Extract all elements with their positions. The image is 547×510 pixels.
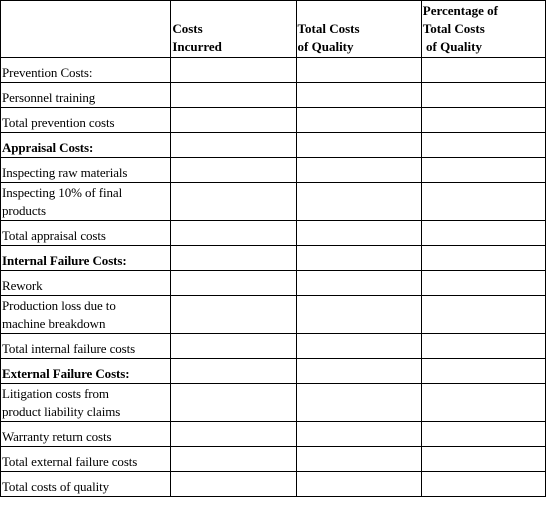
percentage-cell[interactable] [421,422,545,447]
header-cell-percentage [421,1,545,58]
row-label-cell [1,271,171,296]
header-text: Total Costs [422,21,485,36]
percentage-cell[interactable] [421,221,545,246]
row-label-cell [1,447,171,472]
row-label: Prevention Costs: [2,65,93,80]
total-costs-of-quality-cell[interactable] [296,384,421,422]
costs-incurred-cell[interactable] [171,108,296,133]
total-costs-of-quality-cell[interactable] [296,246,421,271]
row-label: External Failure Costs: [2,366,130,381]
header-row [1,1,546,58]
percentage-cell[interactable] [421,58,545,83]
header-text: Incurred [172,39,222,54]
costs-incurred-cell[interactable] [171,58,296,83]
table-row [1,472,546,497]
row-label-cell [1,246,171,271]
row-label: Personnel training [2,90,96,105]
row-label-cell [1,58,171,83]
total-costs-of-quality-cell[interactable] [296,158,421,183]
total-costs-of-quality-cell[interactable] [296,359,421,384]
row-label-cell [1,221,171,246]
header-text: Total Costs [297,21,360,36]
row-label: Litigation costs from [2,386,109,401]
total-costs-of-quality-cell[interactable] [296,58,421,83]
percentage-cell[interactable] [421,83,545,108]
header-cell-costs-incurred [171,1,296,58]
total-costs-of-quality-cell[interactable] [296,183,421,221]
total-costs-of-quality-cell[interactable] [296,472,421,497]
row-label: Total prevention costs [2,115,115,130]
costs-incurred-cell[interactable] [171,296,296,334]
table-row [1,246,546,271]
costs-incurred-cell[interactable] [171,183,296,221]
table-row [1,384,546,422]
row-label-cell [1,183,171,221]
percentage-cell[interactable] [421,447,545,472]
total-costs-of-quality-cell[interactable] [296,133,421,158]
row-label: Total internal failure costs [2,341,136,356]
row-label-cell [1,334,171,359]
total-costs-of-quality-cell[interactable] [296,83,421,108]
table-row [1,296,546,334]
row-label-cell [1,108,171,133]
row-label-cell [1,384,171,422]
header-text: Percentage of [422,3,498,18]
header-text: Costs [172,21,203,36]
percentage-cell[interactable] [421,271,545,296]
row-label: Total external failure costs [2,454,138,469]
row-label-cell [1,472,171,497]
percentage-cell[interactable] [421,359,545,384]
percentage-cell[interactable] [421,472,545,497]
costs-incurred-cell[interactable] [171,158,296,183]
table-row [1,359,546,384]
percentage-cell[interactable] [421,133,545,158]
costs-incurred-cell[interactable] [171,384,296,422]
table-row [1,334,546,359]
total-costs-of-quality-cell[interactable] [296,108,421,133]
row-label: products [2,203,46,218]
total-costs-of-quality-cell[interactable] [296,447,421,472]
row-label-cell [1,296,171,334]
percentage-cell[interactable] [421,158,545,183]
header-cell-label [1,1,171,58]
header-text: of Quality [422,39,482,54]
table-row [1,271,546,296]
costs-incurred-cell[interactable] [171,246,296,271]
row-label-cell [1,422,171,447]
table-body [1,58,546,497]
total-costs-of-quality-cell[interactable] [296,271,421,296]
table-row [1,183,546,221]
row-label-cell [1,359,171,384]
row-label: Warranty return costs [2,429,112,444]
table-row [1,221,546,246]
costs-incurred-cell[interactable] [171,334,296,359]
row-label: Total costs of quality [2,479,110,494]
row-label: product liability claims [2,404,121,419]
total-costs-of-quality-cell[interactable] [296,334,421,359]
percentage-cell[interactable] [421,246,545,271]
costs-incurred-cell[interactable] [171,422,296,447]
table-row [1,158,546,183]
row-label: Inspecting 10% of final [2,185,123,200]
table-row [1,108,546,133]
table-row [1,58,546,83]
percentage-cell[interactable] [421,334,545,359]
row-label: Production loss due to [2,298,116,313]
row-label: Rework [2,278,43,293]
row-label: Inspecting raw materials [2,165,128,180]
table-row [1,83,546,108]
percentage-cell[interactable] [421,183,545,221]
table-row [1,422,546,447]
costs-incurred-cell[interactable] [171,271,296,296]
percentage-cell[interactable] [421,384,545,422]
total-costs-of-quality-cell[interactable] [296,422,421,447]
table-row [1,133,546,158]
costs-incurred-cell[interactable] [171,359,296,384]
total-costs-of-quality-cell[interactable] [296,296,421,334]
header-cell-total-costs-of-quality [296,1,421,58]
costs-incurred-cell[interactable] [171,472,296,497]
percentage-cell[interactable] [421,296,545,334]
row-label: Appraisal Costs: [2,140,94,155]
costs-incurred-cell[interactable] [171,83,296,108]
costs-incurred-cell[interactable] [171,221,296,246]
header-text: of Quality [297,39,354,54]
percentage-cell[interactable] [421,108,545,133]
row-label-cell [1,158,171,183]
row-label: machine breakdown [2,316,106,331]
table-row [1,447,546,472]
row-label-cell [1,133,171,158]
row-label-cell [1,83,171,108]
total-costs-of-quality-cell[interactable] [296,221,421,246]
row-label: Internal Failure Costs: [2,253,127,268]
row-label: Total appraisal costs [2,228,106,243]
costs-incurred-cell[interactable] [171,447,296,472]
costs-incurred-cell[interactable] [171,133,296,158]
